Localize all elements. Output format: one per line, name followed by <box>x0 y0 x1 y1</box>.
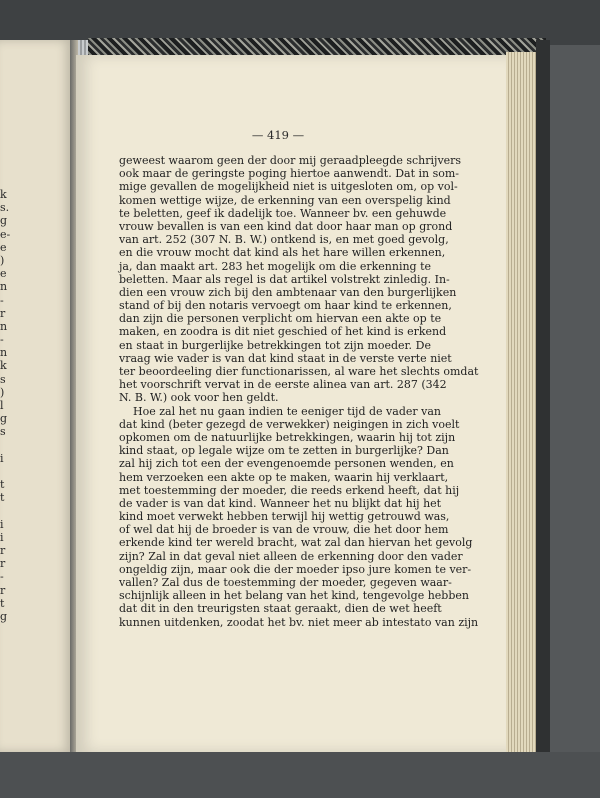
left-page-fragment: r <box>0 306 6 320</box>
text-line: schijnlijk alleen in het belang van het kind, tengevolge hebben <box>119 589 469 603</box>
left-page-fragment: - <box>0 333 4 347</box>
left-page-fragment: s <box>0 425 6 439</box>
text-line: kind staat, op legale wijze om te zetten in burgerlijke? Dan <box>119 444 449 458</box>
back-cover-board <box>536 40 550 752</box>
left-page-fragment: g <box>0 412 8 426</box>
left-page-fragment: n <box>0 280 8 294</box>
text-line: zal hij zich tot een der evengenoemde personen wenden, en <box>119 457 454 471</box>
text-line: dan zijn die personen verplicht om hiervan een akte op te <box>119 312 442 326</box>
text-line: kind moet verwekt hebben terwijl hij wettig getrouwd was, <box>119 510 450 524</box>
left-page-fragment: t <box>0 596 5 610</box>
left-page-fragment: n <box>0 346 8 360</box>
text-line: vrouw bevallen is van een kind dat door haar man op grond <box>119 219 453 233</box>
left-page-fragment: k <box>0 359 7 373</box>
text-line: ter beoordeeling dier functionarissen, al ware het slechts omdat <box>119 365 479 378</box>
text-line: of wel dat hij de broeder is van de vrouw, die het door hem <box>119 523 449 537</box>
left-page-fragment: s <box>0 372 6 386</box>
text-line: hem verzoeken een akte op te maken, waarin hij verklaart, <box>119 470 449 484</box>
left-page-fragment: r <box>0 557 6 571</box>
background-bottom <box>0 752 600 798</box>
left-page-fragment <box>0 623 10 636</box>
left-page-fragment: g <box>0 610 8 623</box>
text-line: opkomen om de natuurlijke betrekkingen, waarin hij tot zijn <box>119 430 456 444</box>
left-page-fragment <box>0 505 10 518</box>
left-page-fragment: n <box>0 319 8 333</box>
text-line: geweest waarom geen der door mij geraadpleegde schrijvers <box>119 154 462 167</box>
text-line: erkende kind ter wereld bracht, wat zal dan hiervan het gevolg <box>119 536 473 550</box>
page-edges <box>506 52 538 752</box>
left-page-fragment: i <box>0 517 4 531</box>
left-page-fragment: r <box>0 583 6 597</box>
text-line: van art. 252 (307 N. B. W.) ontkend is, en met goed gevolg, <box>119 233 449 247</box>
text-line: en die vrouw mocht dat kind als het hare willen erkennen, <box>119 246 446 260</box>
text-line: dat dit in den treurigsten staat geraakt, dien de wet heeft <box>119 602 442 616</box>
text-line: maken, en zoodra is dit niet geschied of het kind is erkend <box>119 325 447 339</box>
text-line: Hoe zal het nu gaan indien te eeniger tijd de vader van <box>133 404 441 418</box>
text-line: ongeldig zijn, maar ook die der moeder ipso jure komen te ver- <box>119 562 472 576</box>
left-page-fragment: l <box>0 399 4 412</box>
left-page-fragment: - <box>0 293 4 307</box>
text-line: en staat in burgerlijke betrekkingen tot zijn moeder. De <box>119 338 431 352</box>
text-line: vraag wie vader is van dat kind staat in de verste verte niet <box>119 351 452 365</box>
text-line: dien een vrouw zich bij den ambtenaar van den burgerlijken <box>119 285 457 299</box>
left-page-fragment <box>0 439 10 452</box>
text-line: zijn? Zal in dat geval niet alleen de erkenning door den vader <box>119 549 463 563</box>
left-page-fragment: i <box>0 530 4 544</box>
left-page-fragment <box>0 465 10 478</box>
text-line: ook maar de geringste poging hiertoe aanwendt. Dat in som- <box>119 167 460 181</box>
text-line: met toestemming der moeder, die reeds erkend heeft, dat hij <box>119 483 460 497</box>
left-page-fragment: g <box>0 214 8 228</box>
left-page-fragment: e <box>0 240 7 254</box>
body-text <box>119 154 479 629</box>
text-line: de vader is van dat kind. Wanneer het nu blijkt dat hij het <box>119 496 442 510</box>
left-page-fragment: e <box>0 267 7 281</box>
text-line: stand of bij den notaris vervoegt om haar kind te erkennen, <box>119 299 452 313</box>
left-page-fragment: t <box>0 478 5 492</box>
text-line: te beletten, geef ik dadelijk toe. Wanneer bv. een gehuwde <box>119 206 447 220</box>
left-page-fragment: k <box>0 188 7 201</box>
page-number: — 419 — <box>251 128 305 142</box>
text-line: N. B. W.) ook voor hen geldt. <box>119 391 279 405</box>
text-line: het voorschrift vervat in de eerste alinea van art. 287 (342 <box>119 378 447 392</box>
text-line: mige gevallen de mogelijkheid niet is uitgesloten om, op vol- <box>119 180 458 194</box>
text-line: dat kind (beter gezegd de verwekker) neigingen in zich voelt <box>119 417 460 431</box>
left-page-fragment: i <box>0 451 4 465</box>
left-page-fragment: t <box>0 491 5 505</box>
left-page-fragment: ) <box>0 253 5 267</box>
left-page-fragment: r <box>0 544 6 558</box>
left-page <box>0 40 72 752</box>
left-page-fragment: - <box>0 570 4 584</box>
text-line: kunnen uitdenken, zoodat het bv. niet meer ab intestato van zijn <box>119 615 479 629</box>
left-page-fragment: ) <box>0 385 5 399</box>
text-line: beletten. Maar als regel is dat artikel volstrekt zinledig. In- <box>119 272 450 286</box>
text-line: vallen? Zal dus de toestemming der moeder, gegeven waar- <box>119 576 452 589</box>
text-line: ja, dan maakt art. 283 het mogelijk om die erkenning te <box>119 259 432 273</box>
text-line: komen wettige wijze, de erkenning van een overspelig kind <box>119 193 451 207</box>
left-page-text-fragments <box>0 188 10 636</box>
left-page-fragment: s. <box>0 201 10 215</box>
left-page-fragment: e- <box>0 227 11 241</box>
